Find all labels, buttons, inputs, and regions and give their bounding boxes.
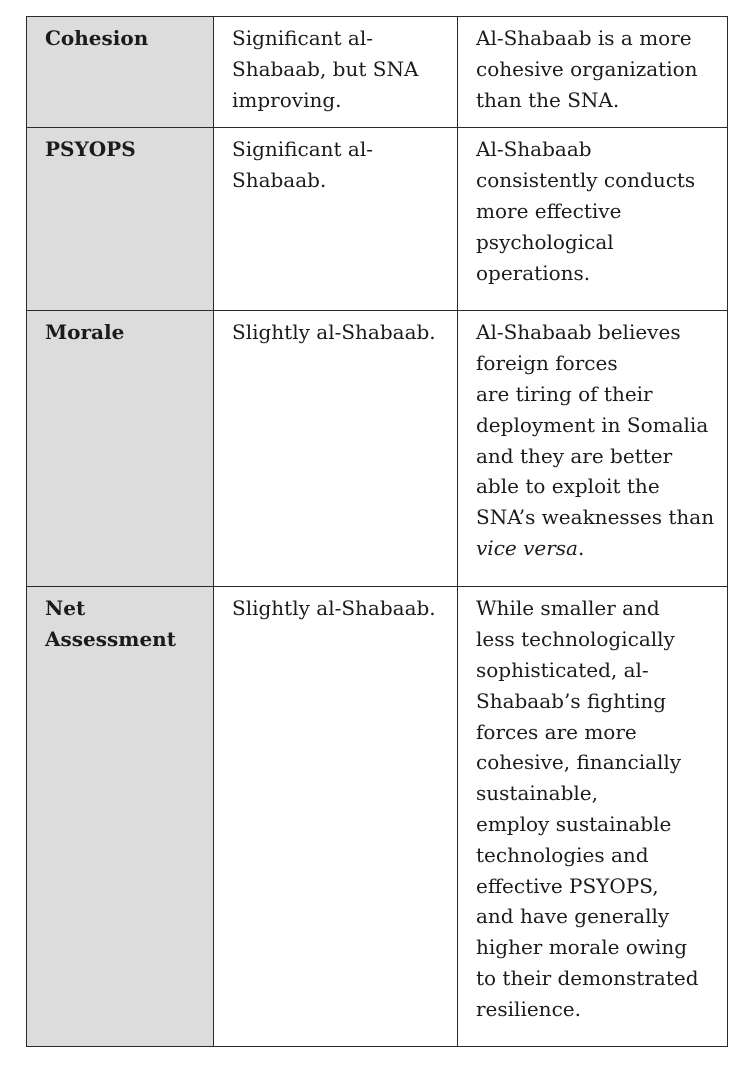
rationale-line: operations. — [476, 260, 591, 285]
advantage-line: Shabaab, but SNA — [232, 56, 419, 81]
rationale-line: consistently conducts — [476, 168, 696, 193]
rationale-line: psychological — [476, 229, 614, 254]
table-row-cohesion — [27, 17, 728, 128]
rationale-line: to their demonstrated — [476, 965, 699, 990]
rationale-italic-phrase: vice versa — [476, 535, 578, 560]
table-row-net-assessment — [27, 587, 728, 1047]
advantage-cell — [214, 128, 458, 311]
rationale-line: Shabaab’s fighting — [476, 688, 667, 713]
advantage-line: Significant al- — [232, 26, 373, 50]
rationale-line: SNA’s weaknesses than — [476, 505, 715, 530]
category-label: Morale — [45, 320, 125, 345]
category-cell — [27, 17, 214, 128]
rationale-line: cohesive organization — [476, 56, 698, 81]
rationale-line: and they are better — [476, 443, 673, 468]
category-label: PSYOPS — [45, 137, 136, 162]
rationale-line: resilience. — [476, 996, 581, 1021]
rationale-line: Al-Shabaab — [476, 137, 592, 162]
advantage-line: Significant al- — [232, 137, 373, 162]
advantage-cell — [214, 311, 458, 587]
rationale-line: While smaller and — [476, 596, 660, 621]
rationale-line-last — [476, 533, 721, 564]
category-label: Cohesion — [45, 26, 149, 50]
rationale-cell — [458, 587, 728, 1047]
rationale-cell — [458, 128, 728, 311]
rationale-line: able to exploit the — [476, 474, 660, 499]
category-cell — [27, 311, 214, 587]
rationale-line: higher morale owing — [476, 935, 688, 960]
advantage-cell — [214, 17, 458, 128]
rationale-line: effective PSYOPS, — [476, 873, 659, 898]
rationale-cell — [458, 311, 728, 587]
rationale-line: sustainable, — [476, 781, 598, 806]
rationale-line: more effective — [476, 198, 622, 223]
advantage-cell — [214, 587, 458, 1047]
rationale-line: less technologically — [476, 627, 675, 652]
rationale-line: and have generally — [476, 904, 670, 929]
category-cell — [27, 128, 214, 311]
category-cell — [27, 587, 214, 1047]
assessment-table — [26, 16, 728, 1047]
advantage-line: Slightly al-Shabaab. — [232, 596, 436, 621]
rationale-line: foreign forces — [476, 351, 618, 376]
rationale-period: . — [577, 535, 585, 560]
rationale-line: sophisticated, al- — [476, 657, 649, 682]
table-row-psyops — [27, 128, 728, 311]
rationale-line: employ sustainable — [476, 811, 672, 836]
rationale-line: Al-Shabaab is a more — [476, 26, 692, 50]
category-label: Net — [45, 596, 86, 621]
rationale-line: than the SNA. — [476, 87, 620, 112]
rationale-line: cohesive, financially — [476, 750, 682, 775]
advantage-line: improving. — [232, 87, 342, 112]
rationale-line: deployment in Somalia — [476, 412, 709, 437]
rationale-line: Al-Shabaab believes — [476, 320, 681, 345]
category-label: Assessment — [45, 627, 176, 652]
rationale-line: forces are more — [476, 719, 637, 744]
advantage-line: Shabaab. — [232, 168, 327, 193]
table-row-morale — [27, 311, 728, 587]
rationale-line: technologies and — [476, 842, 649, 867]
rationale-line: are tiring of their — [476, 381, 653, 406]
advantage-line: Slightly al-Shabaab. — [232, 320, 436, 345]
rationale-cell — [458, 17, 728, 128]
